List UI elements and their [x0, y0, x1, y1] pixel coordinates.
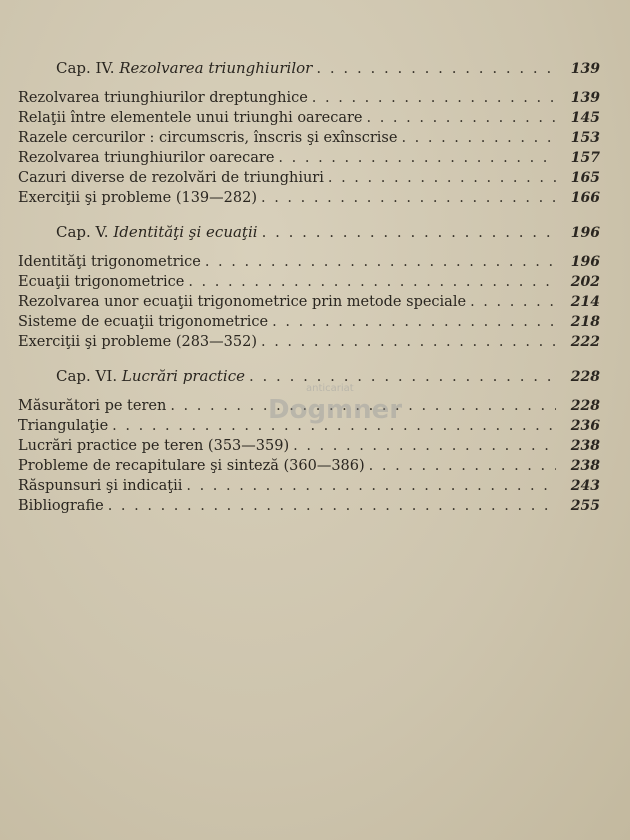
chapter-page-number: 196 — [570, 225, 600, 241]
chapter-title: Rezolvarea triunghiurilor — [119, 59, 313, 77]
dot-leader — [316, 58, 556, 78]
dot-leader — [312, 88, 556, 108]
toc-entry — [18, 88, 600, 108]
toc-entry — [18, 168, 600, 188]
entry-page-number: 165 — [570, 170, 600, 186]
entry-page-number: 238 — [570, 438, 600, 454]
entry-page-number: 139 — [570, 90, 600, 106]
entry-page-number: 255 — [570, 498, 600, 514]
chapter-entries-vi — [18, 396, 600, 516]
entry-page-number: 145 — [570, 110, 600, 126]
entry-label: Lucrări practice pe teren (353—359) — [18, 438, 290, 454]
chapter-page-number: 139 — [570, 61, 600, 77]
chapter-heading-vi — [18, 366, 600, 396]
toc-entry — [18, 496, 600, 516]
entry-label: Bibliografie — [18, 498, 104, 514]
entry-page-number: 238 — [570, 458, 600, 474]
entry-label: Identităţi trigonometrice — [18, 254, 201, 270]
entry-label: Razele cercurilor : circumscris, înscris şi exînscrise — [18, 130, 398, 146]
entry-page-number: 218 — [570, 314, 600, 330]
entry-label: Ecuaţii trigonometrice — [18, 274, 185, 290]
entry-page-number: 228 — [570, 398, 600, 414]
entry-label: Triangulaţie — [18, 418, 109, 434]
watermark-big-text: Dogmner — [268, 395, 403, 425]
toc-entry — [18, 456, 600, 476]
entry-label: Exerciţii şi probleme (139—282) — [18, 190, 257, 206]
dot-leader — [261, 332, 556, 352]
toc-entry — [18, 396, 600, 416]
toc-entry — [18, 332, 600, 352]
dot-leader — [369, 456, 556, 476]
entry-label: Rezolvarea unor ecuaţii trigonometrice prin metode speciale — [18, 294, 467, 310]
dot-leader — [170, 396, 556, 416]
entry-label: Relaţii între elementele unui triunghi oarecare — [18, 110, 363, 126]
chapter-entries-iv — [18, 88, 600, 208]
toc-entry — [18, 416, 600, 436]
dot-leader — [293, 436, 556, 456]
dot-leader — [262, 222, 556, 242]
toc-entry — [18, 476, 600, 496]
table-of-contents — [18, 58, 600, 530]
dot-leader — [470, 292, 556, 312]
toc-entry — [18, 252, 600, 272]
entry-label: Răspunsuri şi indicaţii — [18, 478, 183, 494]
entry-page-number: 243 — [570, 478, 600, 494]
entry-label: Măsurători pe teren — [18, 398, 167, 414]
dot-leader — [108, 496, 556, 516]
entry-page-number: 236 — [570, 418, 600, 434]
chapter-label — [18, 222, 258, 242]
entry-label: Rezolvarea triunghiurilor dreptunghice — [18, 90, 308, 106]
entry-page-number: 202 — [570, 274, 600, 290]
toc-entry — [18, 188, 600, 208]
chapter-entries-v — [18, 252, 600, 352]
entry-page-number: 196 — [570, 254, 600, 270]
dot-leader — [205, 252, 556, 272]
entry-label: Cazuri diverse de rezolvări de triunghiuri — [18, 170, 324, 186]
toc-entry — [18, 128, 600, 148]
entry-label: Sisteme de ecuaţii trigonometrice — [18, 314, 269, 330]
chapter-heading-v — [18, 222, 600, 252]
chapter-title: Identităţi şi ecuaţii — [113, 223, 258, 241]
dot-leader — [261, 188, 556, 208]
entry-page-number: 157 — [570, 150, 600, 166]
toc-entry — [18, 292, 600, 312]
dot-leader — [401, 128, 556, 148]
chapter-label — [18, 366, 245, 386]
toc-entry — [18, 312, 600, 332]
dot-leader — [186, 476, 556, 496]
chapter-label — [18, 58, 312, 78]
toc-entry — [18, 272, 600, 292]
chapter-prefix: Cap. VI. — [56, 367, 118, 385]
dot-leader — [328, 168, 556, 188]
dot-leader — [367, 108, 557, 128]
entry-page-number: 214 — [570, 294, 600, 310]
chapter-heading-iv — [18, 58, 600, 88]
chapter-prefix: Cap. V. — [56, 223, 109, 241]
chapter-title: Lucrări practice — [121, 367, 245, 385]
toc-entry — [18, 148, 600, 168]
dot-leader — [112, 416, 556, 436]
toc-entry — [18, 108, 600, 128]
dot-leader — [278, 148, 556, 168]
dot-leader — [188, 272, 556, 292]
dot-leader — [249, 366, 556, 386]
entry-label: Exerciţii şi probleme (283—352) — [18, 334, 257, 350]
entry-page-number: 222 — [570, 334, 600, 350]
entry-page-number: 166 — [570, 190, 600, 206]
chapter-prefix: Cap. IV. — [56, 59, 115, 77]
toc-entry — [18, 436, 600, 456]
entry-page-number: 153 — [570, 130, 600, 146]
entry-label: Probleme de recapitulare şi sinteză (360—386) — [18, 458, 365, 474]
chapter-page-number: 228 — [570, 369, 600, 385]
watermark-small-text: anticariat — [306, 383, 354, 394]
dot-leader — [272, 312, 556, 332]
entry-label: Rezolvarea triunghiurilor oarecare — [18, 150, 275, 166]
